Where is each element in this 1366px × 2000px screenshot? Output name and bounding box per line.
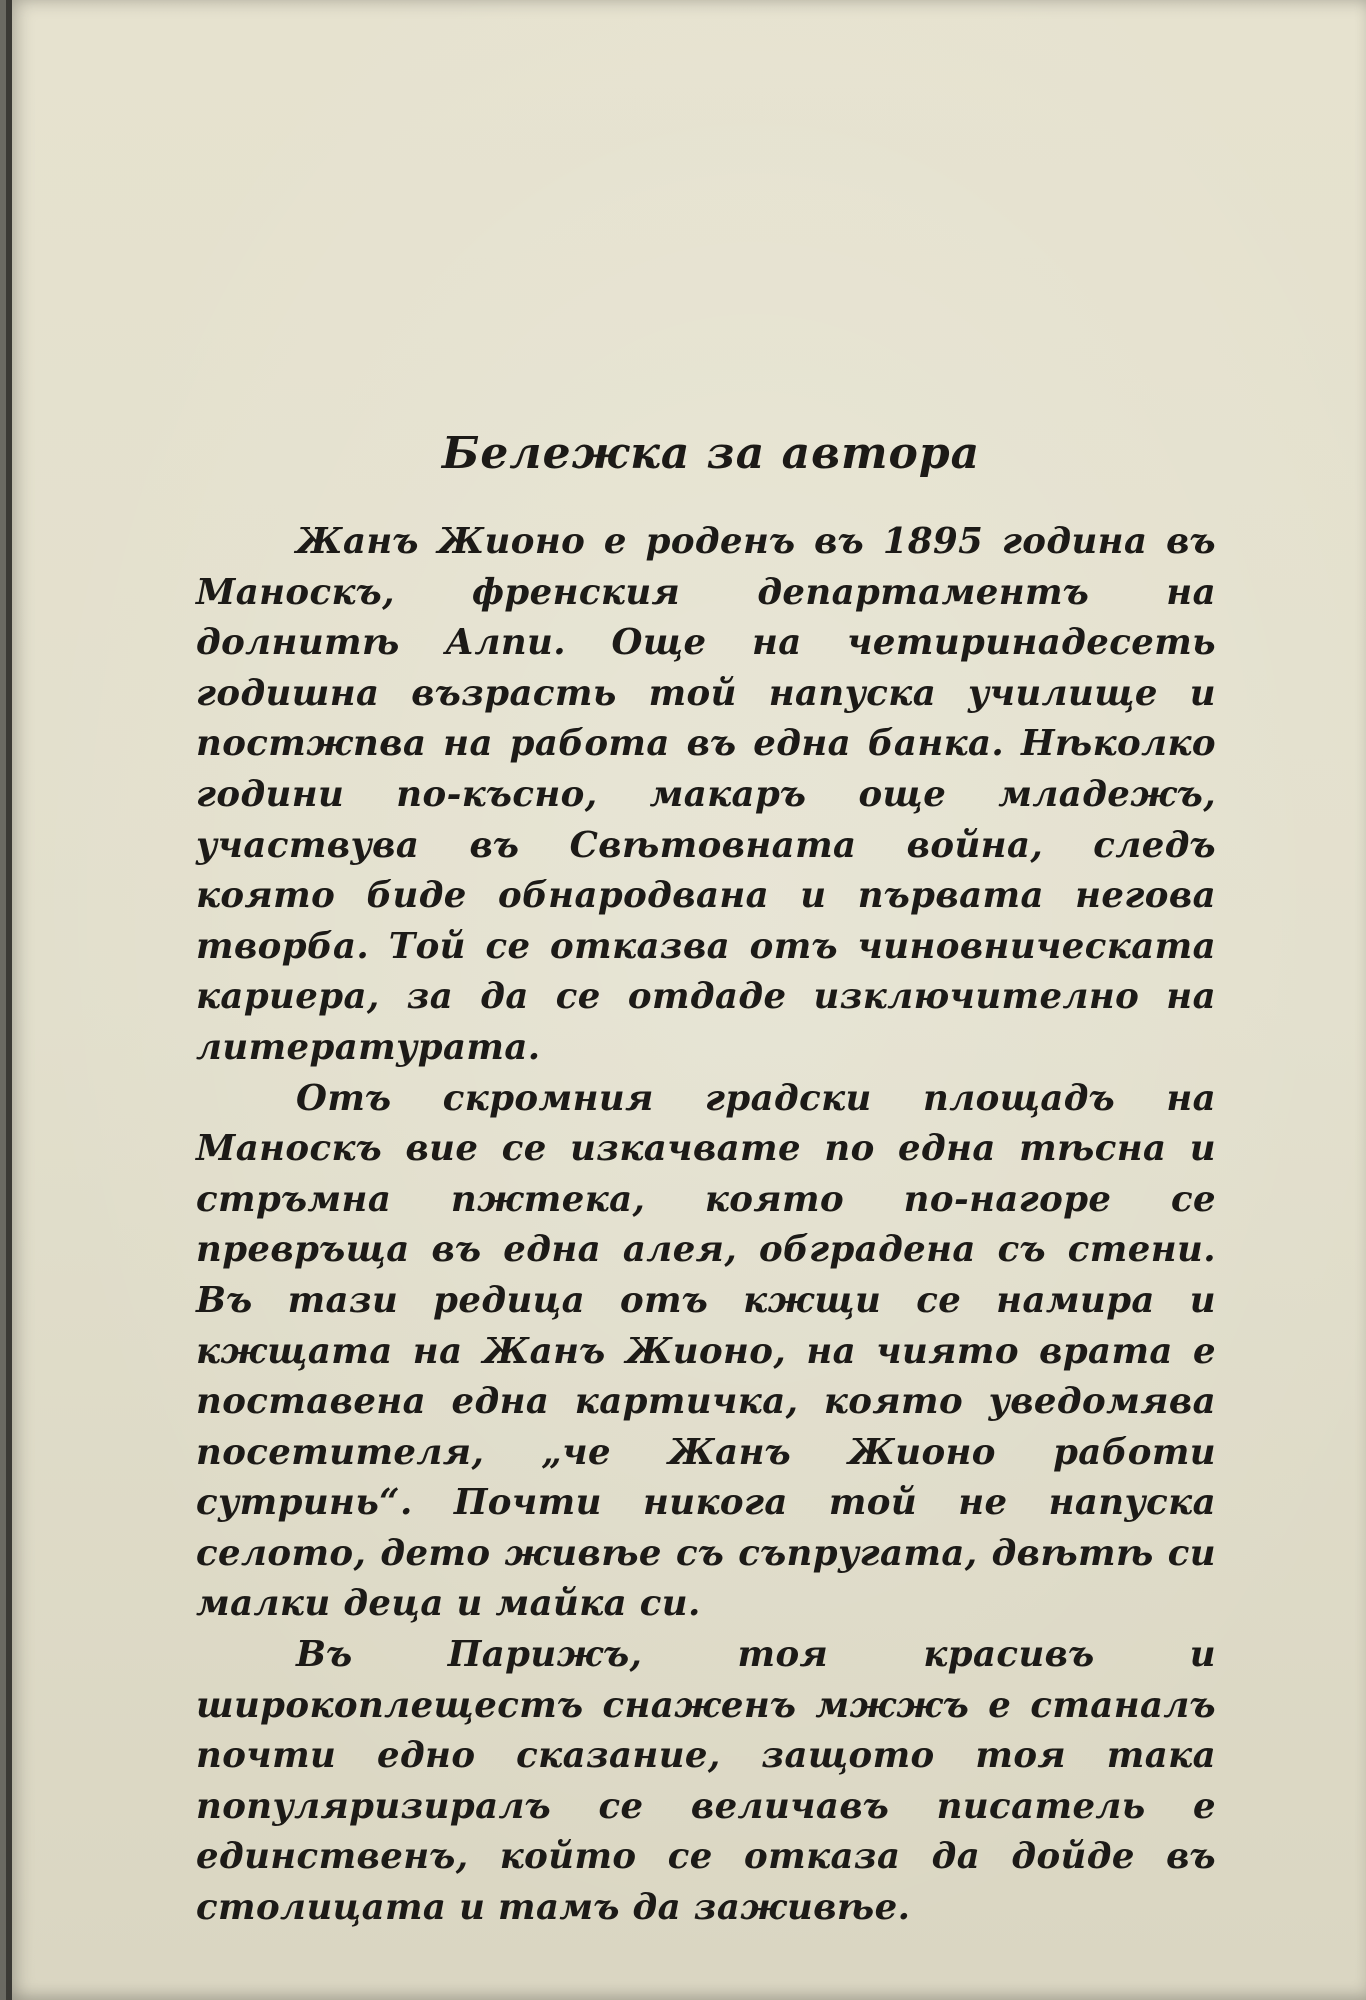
paragraph-1: Жанъ Жионо е роденъ въ 1895 година въ Маноскъ, френския департаментъ на долнитѣ Алпи. Още на четиринадесеть годишна възрасть той напуска училище и постжпва на работа въ една банка. Нѣколко години по-късно, макаръ още младежъ, участвува въ Свѣтовната война, следъ която биде обнародвана и първата негова творба. Той се отказва отъ чиновническата кариера, за да се отдаде изключително на литературата. xyxy=(196,521,1216,1068)
page-content xyxy=(196,428,1216,1934)
page-edge xyxy=(6,0,12,2000)
page-title: Бележка за автора xyxy=(441,428,981,479)
book-page xyxy=(6,0,1366,2000)
paragraph-2: Отъ скромния градски площадъ на Маноскъ вие се изкачвате по една тѣсна и стръмна пжтека, която по-нагоре се превръща въ една алея, обградена съ стени. Въ тази редица отъ кжщи се намира и кжщата на Жанъ Жионо, на чиято врата е поставена една картичка, която уведомява посетителя, „че Жанъ Жионо работи сутринь“. Почти никога той не напуска селото, дето живѣе съ съпругата, двѣтѣ си малки деца и майка си. xyxy=(196,1077,1216,1625)
paragraph-3: Въ Парижъ, тоя красивъ и широкоплещестъ снаженъ мжжъ е станалъ почти едно сказание, защото тоя така популяризиралъ се величавъ писатель е единственъ, който се отказа да дойде въ столицата и тамъ да заживѣе. xyxy=(196,1634,1216,1929)
